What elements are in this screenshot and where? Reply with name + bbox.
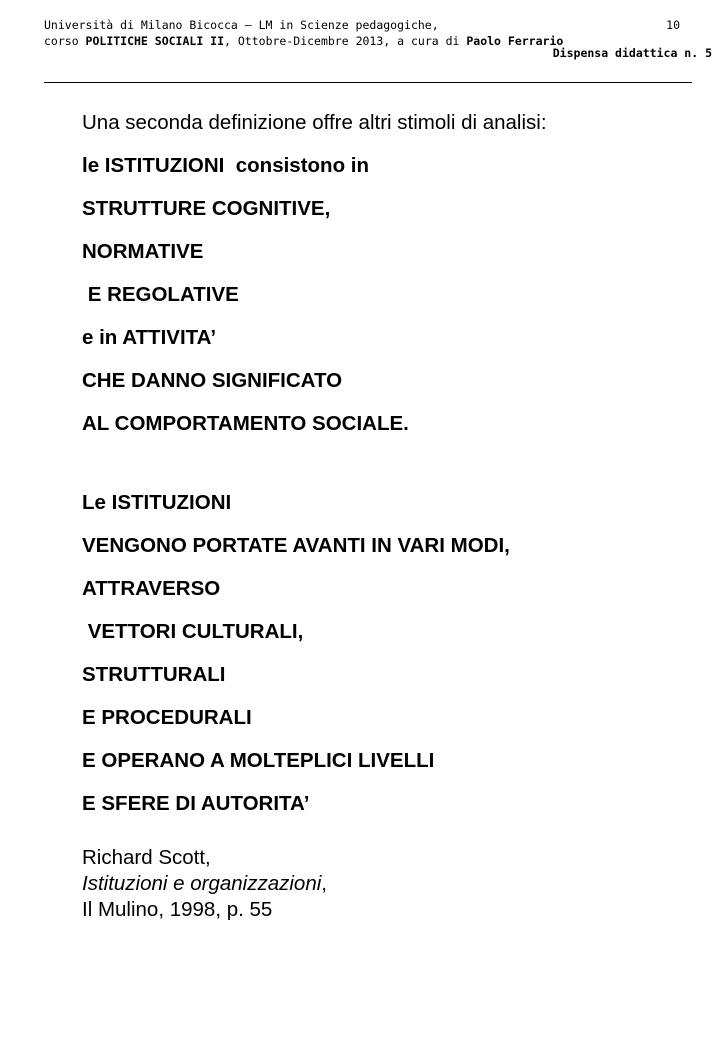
page-header — [44, 17, 684, 49]
definition-line: e in ATTIVITA’ — [82, 326, 217, 349]
intro-line: Una seconda definizione offre altri stimoli di analisi: — [82, 111, 547, 134]
dispensa-label: Dispensa didattica n. 5 — [552, 46, 712, 60]
citation-title-suffix: , — [321, 872, 327, 895]
definition-line: STRUTTURE COGNITIVE, — [82, 197, 331, 220]
page-number: 10 — [666, 18, 680, 32]
definition-line: NORMATIVE — [82, 240, 204, 263]
paragraph-spacer — [82, 829, 702, 845]
document-body — [82, 105, 702, 923]
paragraph-spacer — [82, 449, 702, 485]
institutions-line: STRUTTURALI — [82, 663, 226, 686]
institutions-line: VETTORI CULTURALI, — [82, 620, 304, 643]
header-university: Università di Milano Bicocca – LM in Scienze pedagogiche, — [44, 18, 439, 32]
header-course-name: POLITICHE SOCIALI II — [85, 34, 225, 48]
institutions-line: VENGONO PORTATE AVANTI IN VARI MODI, — [82, 534, 510, 557]
institutions-line: E PROCEDURALI — [82, 706, 252, 729]
institutions-line: E SFERE DI AUTORITA’ — [82, 792, 310, 815]
institutions-line: E OPERANO A MOLTEPLICI LIVELLI — [82, 749, 435, 772]
institutions-line: ATTRAVERSO — [82, 577, 221, 600]
definition-line: AL COMPORTAMENTO SOCIALE. — [82, 412, 409, 435]
header-author: Paolo Ferrario — [466, 34, 564, 48]
header-course-middle: , Ottobre-Dicembre 2013, a cura di — [224, 34, 467, 48]
header-divider — [44, 82, 692, 83]
definition-line: le ISTITUZIONI consistono in — [82, 154, 370, 177]
citation-author: Richard Scott, — [82, 846, 211, 869]
header-course-prefix: corso — [44, 34, 86, 48]
citation-publisher: Il Mulino, 1998, p. 55 — [82, 898, 273, 921]
institutions-line: Le ISTITUZIONI — [82, 491, 232, 514]
definition-line: CHE DANNO SIGNIFICATO — [82, 369, 343, 392]
definition-line: E REGOLATIVE — [82, 283, 239, 306]
citation-title-line — [82, 871, 702, 897]
citation-title: Istituzioni e organizzazioni — [82, 872, 322, 895]
citation — [82, 845, 702, 923]
